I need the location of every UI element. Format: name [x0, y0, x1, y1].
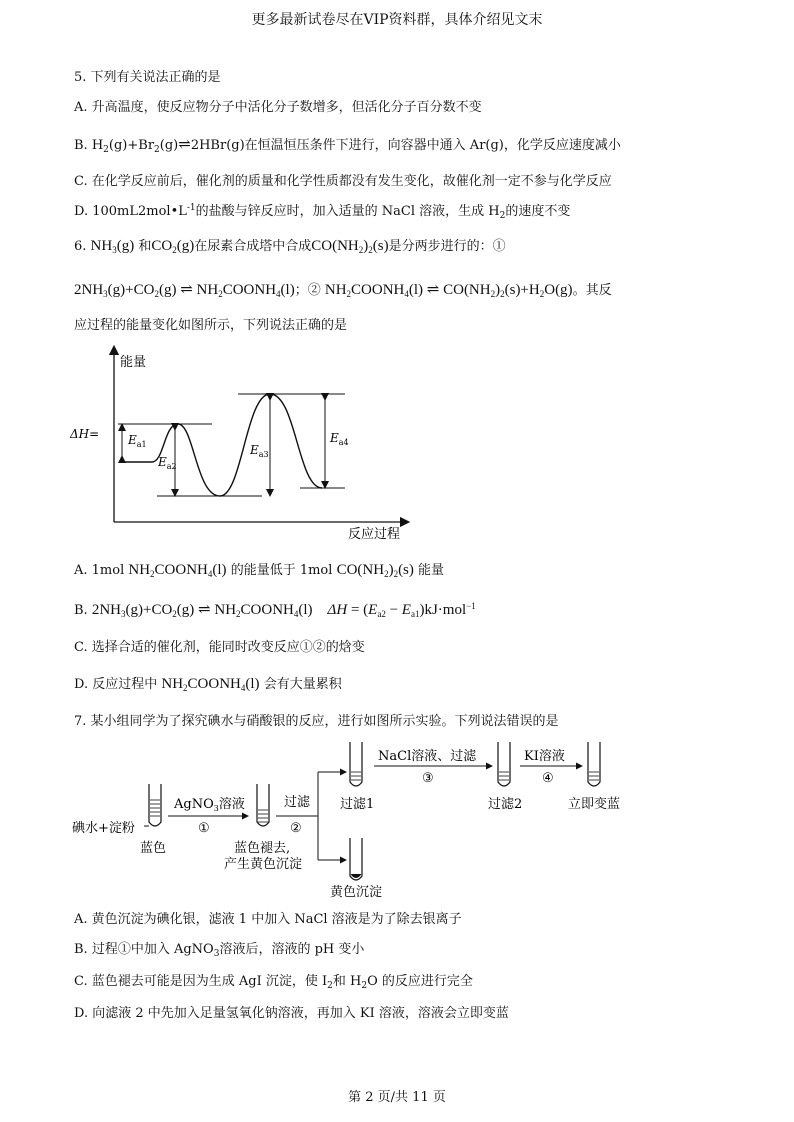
filtrate1-label: 过滤1 [340, 797, 375, 812]
start-color: 蓝色 [140, 841, 167, 856]
q7-option-a: A. 黄色沉淀为碘化银，滤液 1 中加入 NaCl 溶液是为了除去银离子 [74, 912, 462, 927]
start-label: 碘水+淀粉 [72, 821, 135, 836]
ea2-label: $E_{a2}$ [158, 455, 177, 471]
q5-stem: 5. 下列有关说法正确的是 [74, 70, 221, 85]
q6-option-a: A. 1mol $NH_2COONH_4(l)$ 的能量低于 1mol $CO(NH_2)_2(s)$ 能量 [74, 562, 445, 579]
test-tube-2 [257, 784, 269, 826]
step1-num: ① [198, 821, 210, 836]
experiment-diagram [70, 738, 650, 898]
q7-option-c: C. 蓝色褪去可能是因为生成 AgI 沉淀，使 $I_2$和 $H_2O$ 的反应进行完全 [74, 974, 473, 991]
filtrate2-label: 过滤2 [488, 797, 523, 812]
y-axis-label: 能量 [120, 355, 147, 370]
q5-option-d: D. $100mL2mol•L^{-1}$的盐酸与锌反应时，加入适量的 NaCl 溶液，生成 $H_2$的速度不变 [74, 203, 571, 221]
q6-option-b: B. $2NH_3(g)+CO_2(g)$ ⇌ $NH_2COONH_4(l)$ $\Delta H = (E_{a2} - E_{a1})kJ\cdot mol^{-1}$ [74, 601, 476, 619]
page-footer: 第 2 页/共 11 页 [348, 1090, 446, 1105]
energy-curve [122, 394, 322, 496]
energy-diagram [60, 340, 430, 550]
q6-equations: $2NH_3(g)+CO_2(g)$ ⇌ $NH_2COONH_4(l)$；② $NH_2COONH_4(l)$ ⇌ $CO(NH_2)_2(s)+H_2O(g)$。其反 [74, 282, 612, 299]
test-tube-6 [588, 742, 600, 786]
q7-option-d: D. 向滤液 2 中先加入足量氢氧化钠溶液，再加入 KI 溶液，溶液会立即变蓝 [74, 1006, 509, 1021]
step1-reagent: AgNO$_3$溶液 [174, 797, 245, 813]
ea1-label: $E_{a1}$ [128, 433, 147, 449]
q7-stem: 7. 某小组同学为了探究碘水与硝酸银的反应，进行如图所示实验。下列说法错误的是 [74, 714, 559, 729]
q6-option-d: D. 反应过程中 $NH_2COONH_4(l)$ 会有大量累积 [74, 676, 342, 693]
ea3-label: $E_{a3}$ [250, 443, 269, 459]
result-label: 立即变蓝 [568, 797, 621, 812]
tube2-line2: 产生黄色沉淀 [224, 857, 303, 872]
tube2-line1: 蓝色褪去, [234, 841, 291, 856]
precipitate-label: 黄色沉淀 [330, 885, 383, 898]
step4-num: ④ [542, 771, 554, 786]
step4-reagent: KI溶液 [524, 749, 565, 764]
page-header: 更多最新试卷尽在VIP资料群，具体介绍见文末 [251, 12, 543, 28]
test-tube-precipitate [350, 838, 362, 880]
x-axis-label: 反应过程 [348, 527, 401, 542]
delta-h-label: ΔH= [70, 427, 100, 441]
test-tube-3 [350, 742, 362, 786]
step3-num: ③ [422, 771, 434, 786]
ea4-label: $E_{a4}$ [330, 431, 349, 447]
step3-reagent: NaCl溶液、过滤 [378, 749, 477, 764]
q7-option-b: B. 过程①中加入 AgNO$_3$溶液后，溶液的 pH 变小 [74, 942, 365, 959]
q6-stem: 6. $NH_3(g)$ 和$CO_2(g)$在尿素合成塔中合成$CO(NH_2)_2(s)$是分两步进行的：① [74, 238, 506, 255]
q5-option-a: A. 升高温度，使反应物分子中活化分子数增多，但活化分子百分数不变 [74, 100, 482, 115]
q6-stem-line3: 应过程的能量变化如图所示，下列说法正确的是 [74, 318, 348, 333]
q5-option-c: C. 在化学反应前后，催化剂的质量和化学性质都没有发生变化，故催化剂一定不参与化学反应 [74, 174, 612, 189]
filter-label: 过滤 [284, 795, 311, 810]
test-tube-5 [498, 742, 510, 786]
test-tube-1 [149, 784, 161, 826]
q5-option-b: B. $H_2(g)+Br_2(g)\rightleftharpoons 2HBr(g)$在恒温恒压条件下进行，向容器中通入 Ar(g)，化学反应速度减小 [74, 135, 621, 155]
step2-num: ② [290, 821, 302, 836]
q6-option-c: C. 选择合适的催化剂，能同时改变反应①②的焓变 [74, 640, 365, 655]
